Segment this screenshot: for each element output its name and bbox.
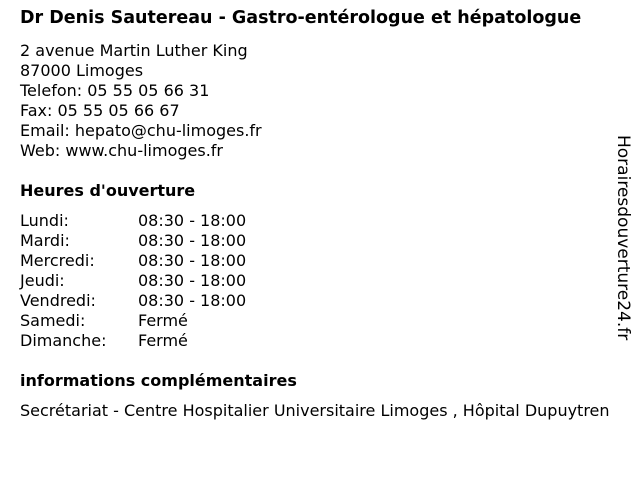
hours-row-monday [20,211,628,231]
hours-table [20,211,628,351]
business-card [20,8,628,421]
time-value: 08:30 - 18:00 [138,211,247,230]
hours-row-wednesday [20,251,628,271]
day-label: Vendredi: [20,291,96,310]
city: 87000 Limoges [20,61,144,80]
day-label: Dimanche: [20,331,107,350]
time-value: 08:30 - 18:00 [138,251,247,270]
hours-row-sunday [20,331,628,351]
hours-heading: Heures d'ouverture [20,181,196,200]
address-block [20,41,628,161]
hours-row-saturday [20,311,628,331]
time-value: 08:30 - 18:00 [138,271,247,290]
hours-row-thursday [20,271,628,291]
phone-number: Telefon: 05 55 05 66 31 [20,81,210,100]
day-label: Samedi: [20,311,86,330]
email-address: Email: hepato@chu-limoges.fr [20,121,262,140]
time-value: Fermé [138,311,188,330]
day-label: Jeudi: [20,271,65,290]
info-heading: informations complémentaires [20,371,297,390]
street-address: 2 avenue Martin Luther King [20,41,248,60]
hours-row-tuesday [20,231,628,251]
website: Web: www.chu-limoges.fr [20,141,223,160]
day-label: Mardi: [20,231,70,250]
site-watermark: Horairesdouverture24.fr [613,135,633,341]
day-label: Mercredi: [20,251,95,270]
time-value: 08:30 - 18:00 [138,291,247,310]
info-text: Secrétariat - Centre Hospitalier Universitaire Limoges , Hôpital Dupuytren [20,401,610,420]
time-value: 08:30 - 18:00 [138,231,247,250]
day-label: Lundi: [20,211,69,230]
page-title: Dr Denis Sautereau - Gastro-entérologue et hépatologue [20,8,582,28]
time-value: Fermé [138,331,188,350]
fax-number: Fax: 05 55 05 66 67 [20,101,180,120]
hours-row-friday [20,291,628,311]
